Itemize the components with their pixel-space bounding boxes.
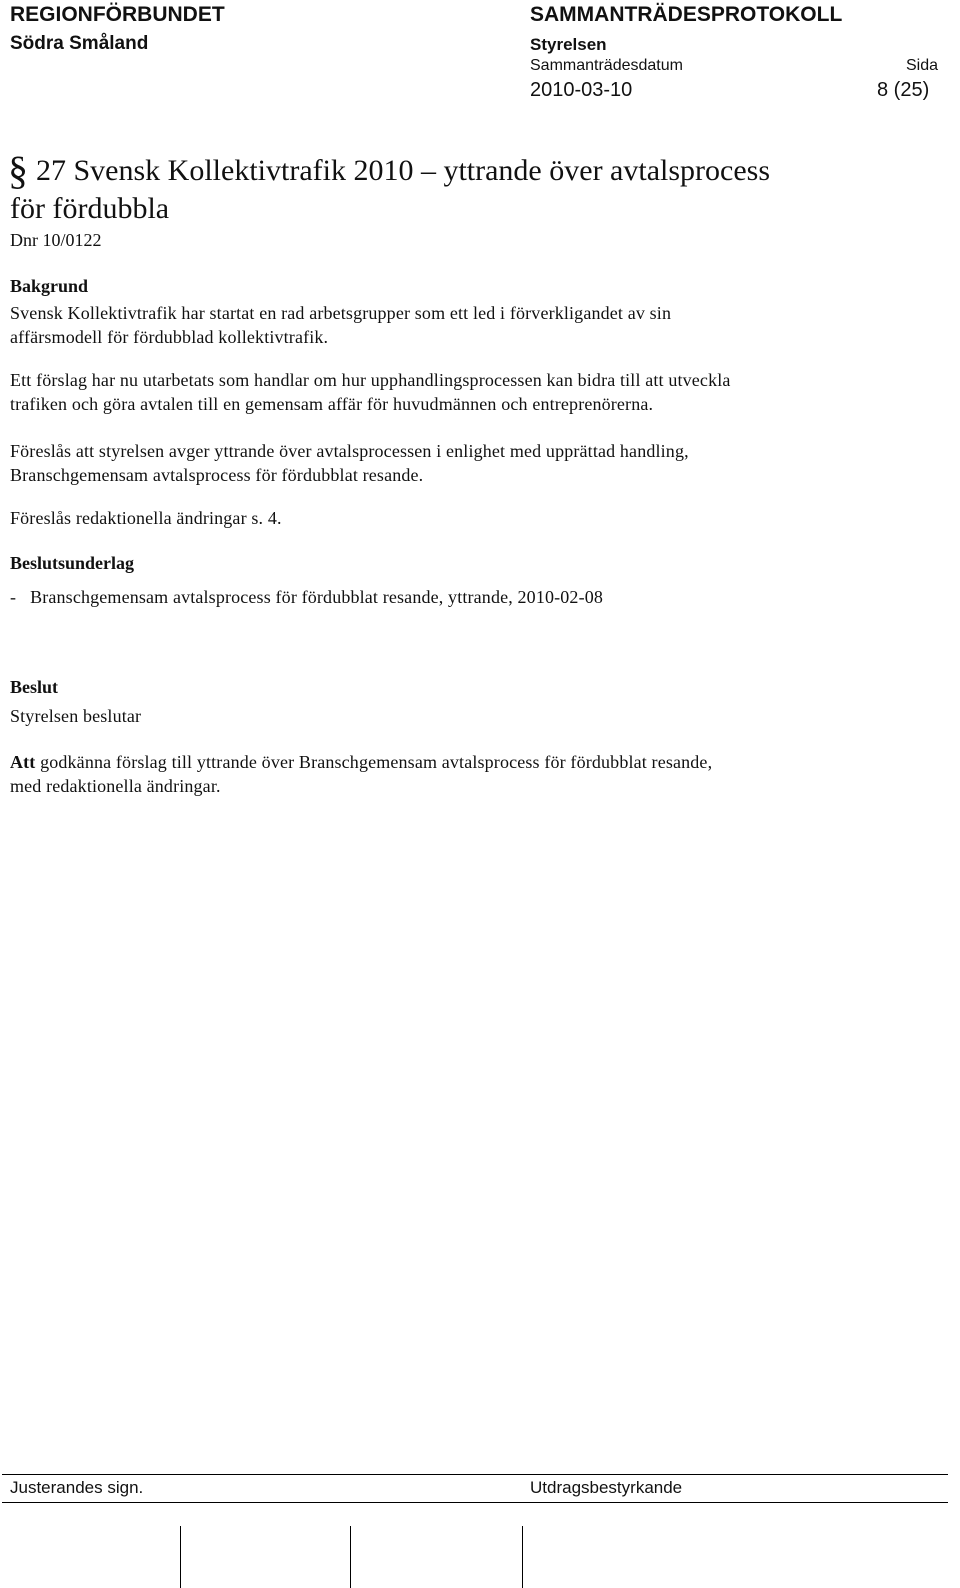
paragraph-background-1 — [10, 301, 940, 349]
paragraph-background-3 — [10, 439, 940, 487]
section-heading-decision: Beslut — [10, 677, 59, 697]
footer-divider-top — [2, 1474, 948, 1475]
agenda-item-title-continued: för fördubbla — [10, 192, 170, 225]
decision-att: Att — [10, 752, 36, 772]
text-line: Ett förslag har nu utarbetats som handlar om hur upphandlingsprocessen kan bidra till att utveckla — [10, 370, 731, 390]
paragraph-icon — [8, 150, 30, 194]
section-heading-background: Bakgrund — [10, 276, 89, 296]
organization-name: REGIONFÖRBUNDET — [10, 3, 225, 26]
paragraph-background-4: Föreslås redaktionella ändringar s. 4. — [10, 508, 282, 528]
basis-list-item: - Branschgemensam avtalsprocess för fördubblat resande, yttrande, 2010-02-08 — [10, 587, 604, 607]
organization-region: Södra Småland — [10, 33, 149, 54]
agenda-item-title: 27 Svensk Kollektivtrafik 2010 – yttrande över avtalsprocess — [36, 154, 771, 187]
text-line: Föreslås att styrelsen avger yttrande över avtalsprocessen i enlighet med upprättad handling, — [10, 441, 689, 461]
paragraph-background-2 — [10, 368, 940, 416]
text-line: Svensk Kollektivtrafik har startat en rad arbetsgrupper som ett led i förverkligandet av sin — [10, 303, 672, 323]
section-heading-basis: Beslutsunderlag — [10, 553, 135, 573]
decision-intro: Styrelsen beslutar — [10, 706, 142, 726]
meeting-date-label: Sammanträdesdatum — [530, 57, 683, 74]
text-line — [10, 750, 940, 774]
document-type: SAMMANTRÄDESPROTOKOLL — [530, 3, 843, 26]
signature-box-divider — [180, 1526, 181, 1588]
decision-text — [10, 750, 940, 798]
svg-text:§: § — [8, 150, 28, 193]
decision-line: godkänna förslag till yttrande över Branschgemensam avtalsprocess för fördubblat resande, — [35, 752, 713, 772]
extract-certification-label: Utdragsbestyrkande — [530, 1478, 683, 1497]
registration-number: Dnr 10/0122 — [10, 230, 102, 250]
signature-box-divider — [350, 1526, 351, 1588]
adjusting-signature-label: Justerandes sign. — [10, 1478, 144, 1497]
meeting-date: 2010-03-10 — [530, 79, 633, 101]
page-label: Sida — [906, 57, 939, 74]
text-line: trafiken och göra avtalen till en gemensam affär för huvudmännen och entreprenörerna. — [10, 394, 654, 414]
text-line: affärsmodell för fördubblad kollektivtrafik. — [10, 327, 329, 347]
text-line: med redaktionella ändringar. — [10, 776, 221, 796]
page-number: 8 (25) — [877, 79, 930, 101]
signature-box-divider — [522, 1526, 523, 1588]
board-name: Styrelsen — [530, 35, 607, 54]
footer-divider-bottom — [2, 1502, 948, 1503]
text-line: Branschgemensam avtalsprocess för fördubblat resande. — [10, 465, 424, 485]
